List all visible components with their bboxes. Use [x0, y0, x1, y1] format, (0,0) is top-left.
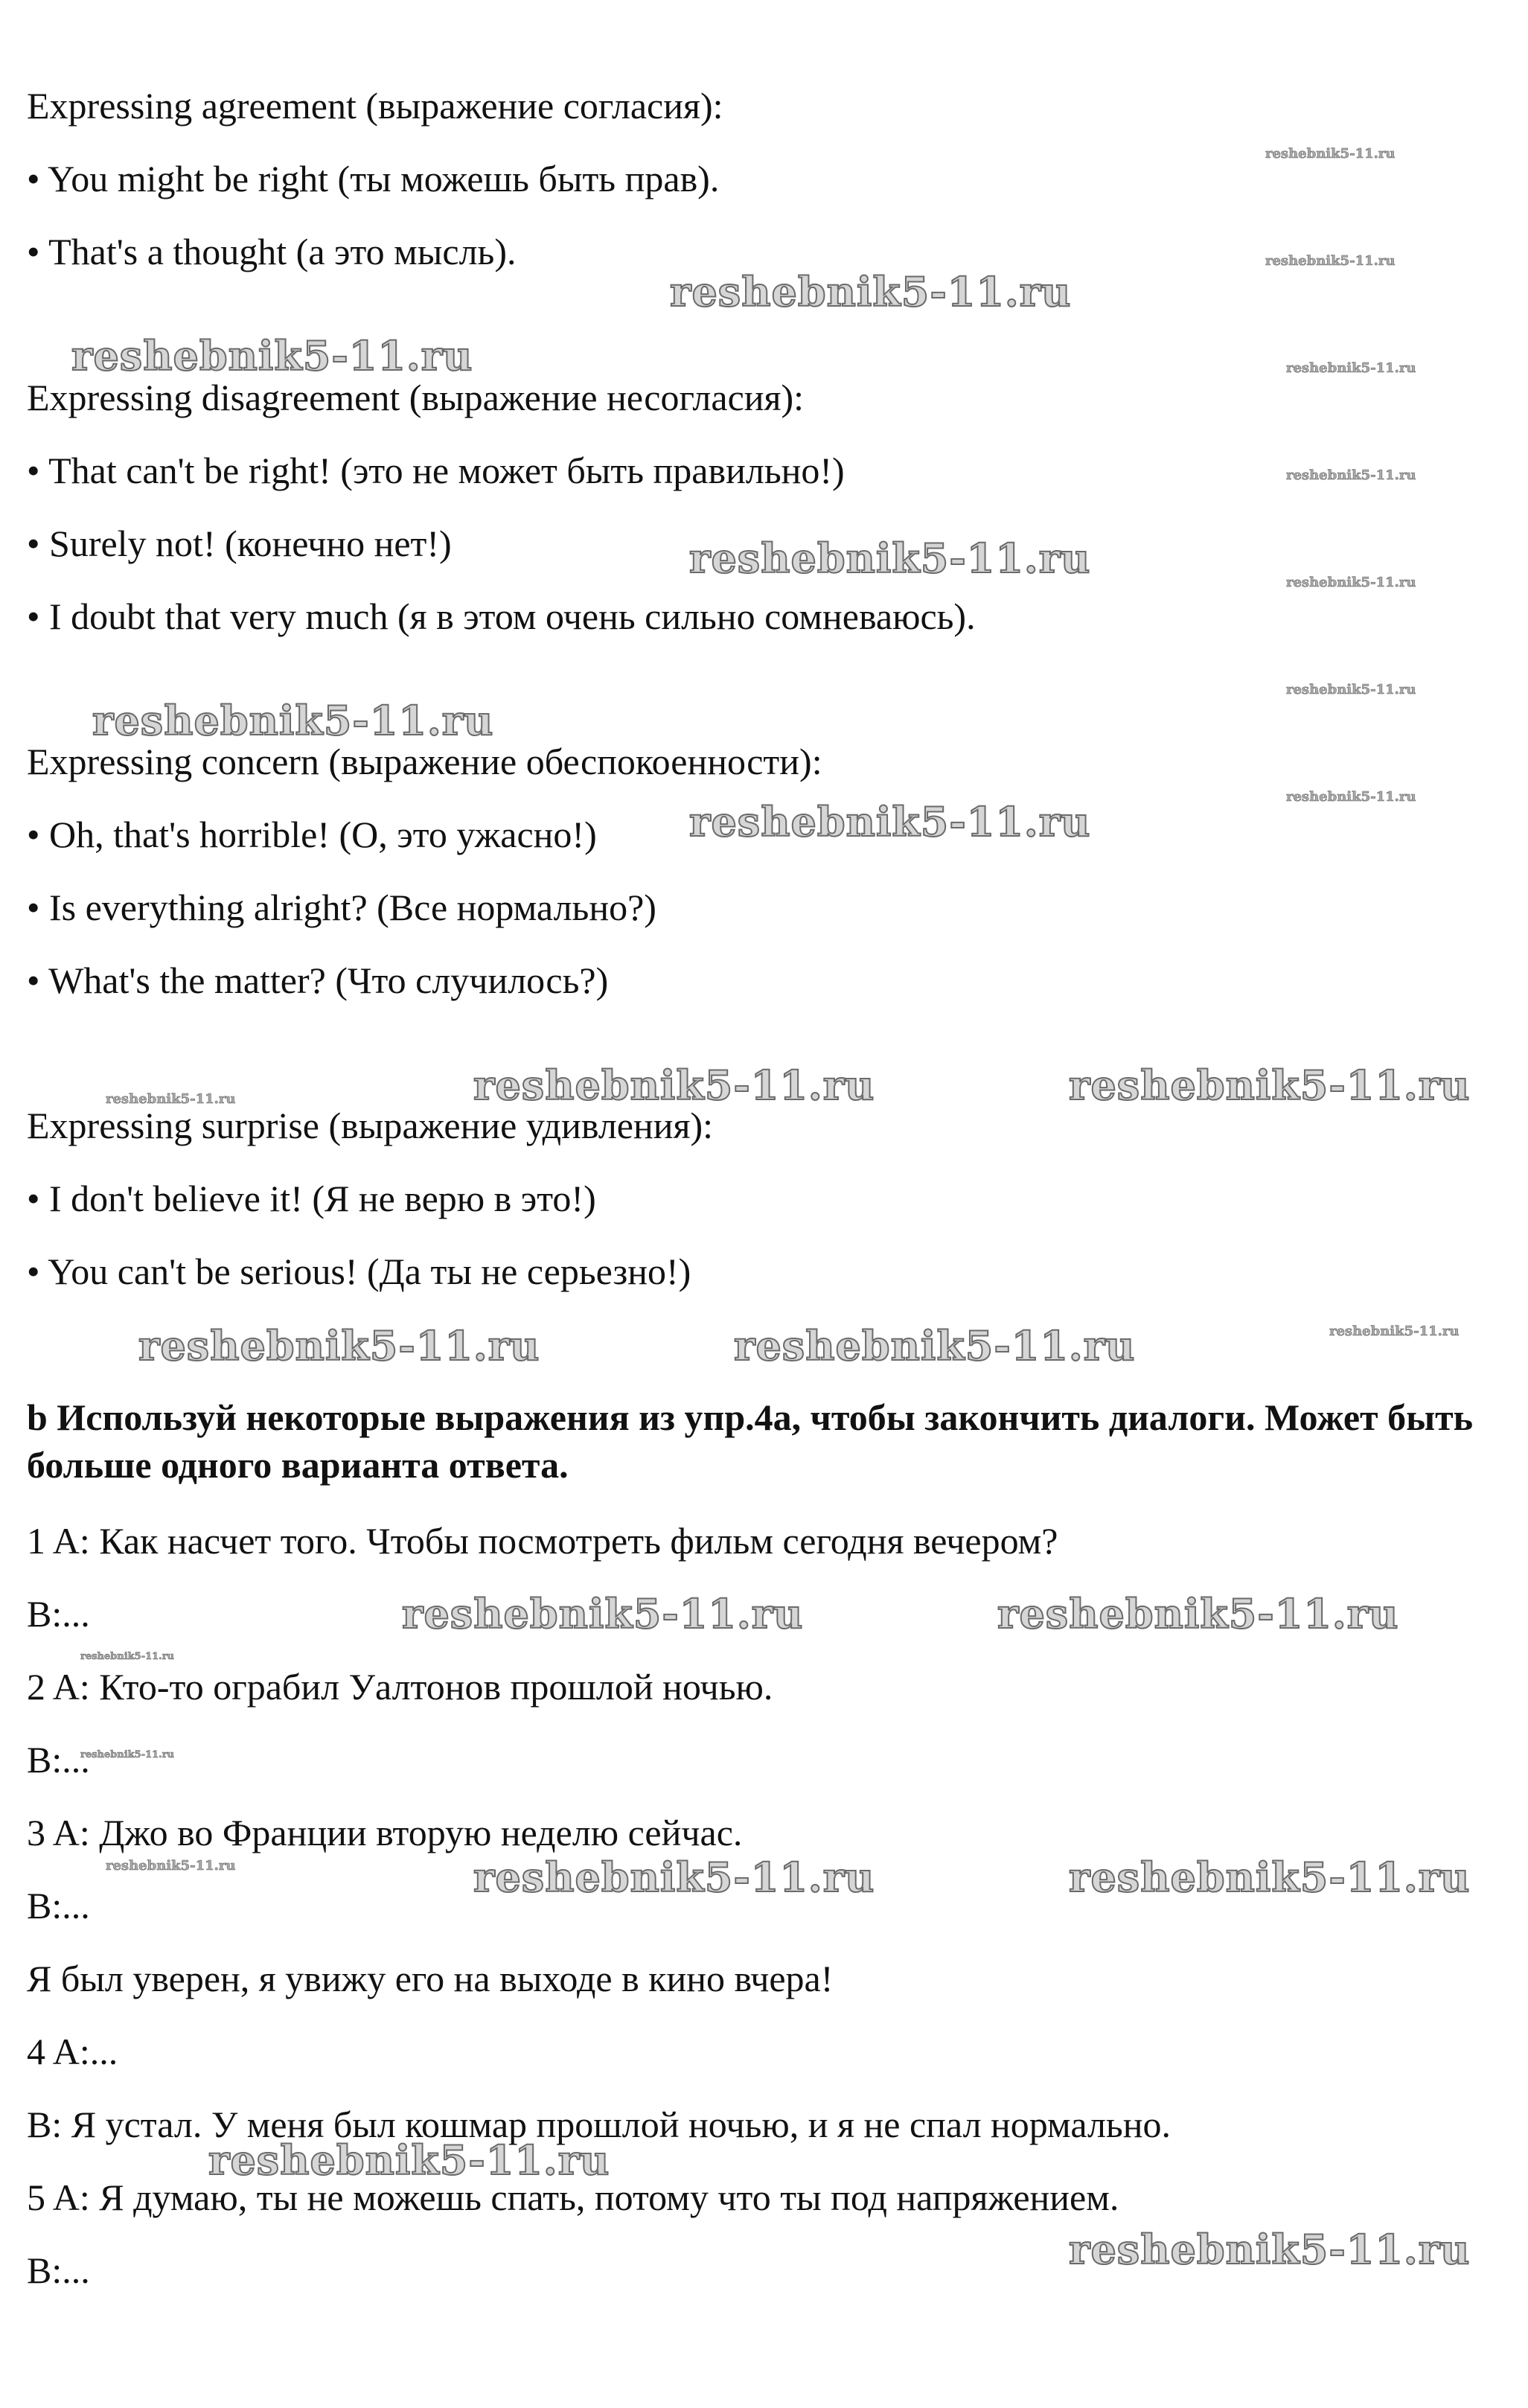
watermark: reshebnik5-11.ru — [473, 1061, 875, 1109]
dialogue-3-b: B:... — [27, 1885, 90, 1926]
dialogue-3-a: 3 A: Джо во Франции вторую неделю сейчас. — [27, 1812, 743, 1853]
concern-item-2: • Is everything alright? (Все нормально?) — [27, 887, 656, 928]
watermark: reshebnik5-11.ru — [106, 1858, 236, 1874]
watermark: reshebnik5-11.ru — [80, 1749, 175, 1760]
watermark: reshebnik5-11.ru — [670, 268, 1072, 316]
task-b-instruction: b Используй некоторые выражения из упр.4a, чтобы закончить диалоги. Может быть больше одного варианта ответа. — [27, 1396, 1474, 1486]
dialogue-2-a: 2 A: Кто-то ограбил Уалтонов прошлой ночью. — [27, 1666, 773, 1708]
watermark: reshebnik5-11.ru — [1286, 682, 1416, 697]
dialogue-4-b: B: Я устал. У меня был кошмар прошлой ночью, и я не спал нормально. — [27, 2104, 1171, 2145]
surprise-item-2: • You can't be serious! (Да ты не серьезно!) — [27, 1251, 691, 1292]
watermark: reshebnik5-11.ru — [138, 1322, 540, 1370]
watermark: reshebnik5-11.ru — [106, 1091, 236, 1107]
watermark: reshebnik5-11.ru — [1286, 575, 1416, 590]
watermark: reshebnik5-11.ru — [402, 1590, 804, 1638]
dialogue-5-a: 5 A: Я думаю, ты не можешь спать, потому что ты под напряжением. — [27, 2177, 1119, 2218]
watermark: reshebnik5-11.ru — [1265, 253, 1396, 269]
concern-item-1: • Oh, that's horrible! (О, это ужасно!) — [27, 814, 597, 855]
agreement-heading: Expressing agreement (выражение согласия): — [27, 85, 723, 127]
watermark: reshebnik5-11.ru — [1286, 360, 1416, 376]
watermark: reshebnik5-11.ru — [1286, 467, 1416, 483]
disagreement-item-1: • That can't be right! (это не может быть правильно!) — [27, 450, 845, 491]
watermark: reshebnik5-11.ru — [473, 1853, 875, 1901]
dialogue-5-b: B:... — [27, 2249, 90, 2291]
watermark: reshebnik5-11.ru — [1069, 1853, 1471, 1901]
watermark: reshebnik5-11.ru — [997, 1590, 1399, 1638]
dialogue-1-b: B:... — [27, 1593, 90, 1635]
agreement-item-2: • That's a thought (а это мысль). — [27, 231, 517, 272]
watermark: reshebnik5-11.ru — [689, 798, 1091, 846]
watermark: reshebnik5-11.ru — [80, 1651, 175, 1662]
disagreement-item-3: • I doubt that very much (я в этом очень сильно сомневаюсь). — [27, 595, 976, 637]
surprise-item-1: • I don't believe it! (Я не верю в это!) — [27, 1178, 596, 1219]
watermark: reshebnik5-11.ru — [92, 697, 494, 744]
disagreement-heading: Expressing disagreement (выражение несогласия): — [27, 377, 805, 418]
dialogue-4-a: 4 A:... — [27, 2031, 118, 2072]
watermark: reshebnik5-11.ru — [1069, 1061, 1471, 1109]
concern-item-3: • What's the matter? (Что случилось?) — [27, 959, 609, 1001]
dialogue-3-b-continued: Я был уверен, я увижу его на выходе в кино вчера! — [27, 1958, 834, 1999]
watermark: reshebnik5-11.ru — [71, 332, 473, 380]
watermark: reshebnik5-11.ru — [1069, 2226, 1471, 2273]
watermark: reshebnik5-11.ru — [1265, 146, 1396, 162]
surprise-heading: Expressing surprise (выражение удивления): — [27, 1105, 714, 1146]
watermark: reshebnik5-11.ru — [734, 1322, 1136, 1370]
dialogue-1-a: 1 A: Как насчет того. Чтобы посмотреть фильм сегодня вечером? — [27, 1520, 1058, 1562]
watermark: reshebnik5-11.ru — [1286, 789, 1416, 805]
watermark: reshebnik5-11.ru — [1329, 1323, 1460, 1339]
disagreement-item-2: • Surely not! (конечно нет!) — [27, 523, 452, 564]
dialogue-2-b: B:... — [27, 1739, 90, 1781]
agreement-item-1: • You might be right (ты можешь быть прав). — [27, 158, 720, 199]
concern-heading: Expressing concern (выражение обеспокоенности): — [27, 741, 822, 782]
watermark: reshebnik5-11.ru — [689, 534, 1091, 582]
watermark: reshebnik5-11.ru — [208, 2136, 610, 2184]
